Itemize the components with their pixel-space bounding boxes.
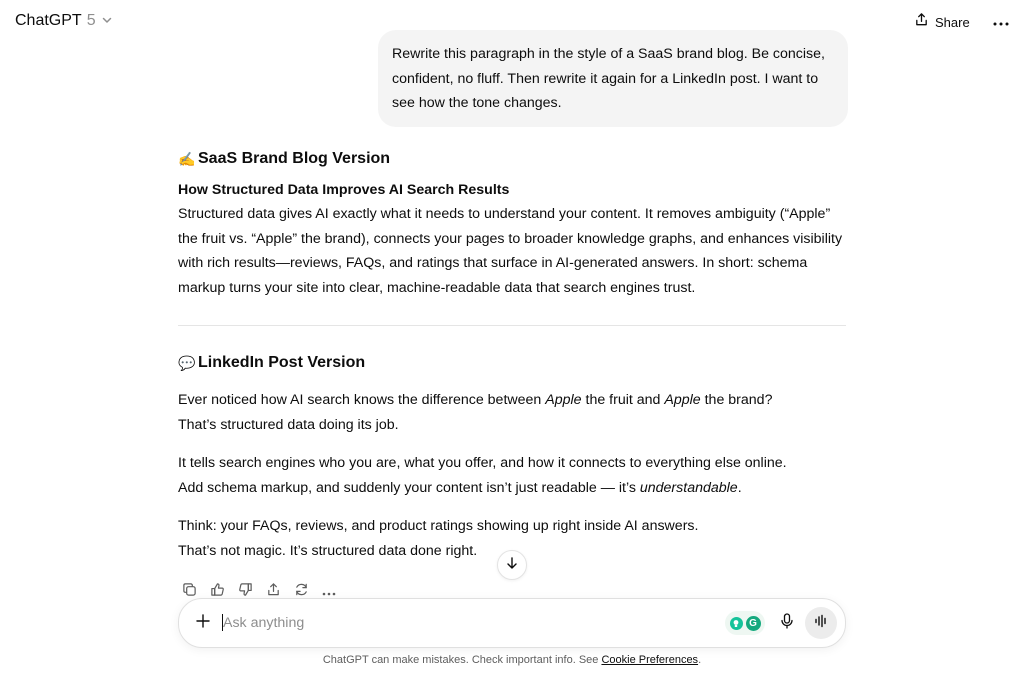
blog-section-heading [178,150,846,168]
linkedin-section-heading [178,354,846,372]
linkedin-paragraph-2 [178,451,846,500]
blog-subheading: How Structured Data Improves AI Search Results [178,182,510,198]
prompt-input[interactable] [223,611,703,635]
blog-section-title: SaaS Brand Blog Version [198,150,391,167]
linkedin-text: the brand? [700,392,773,408]
share-button[interactable] [906,8,978,36]
model-selector[interactable] [15,11,113,31]
text-caret [222,614,223,631]
linkedin-text: That’s structured data doing its job. [178,416,399,433]
assistant-message [178,150,846,563]
disclaimer-text: ChatGPT can make mistakes. Check important info. See [322,654,602,666]
add-attachment-button[interactable] [191,611,215,635]
model-version: 5 [86,12,96,29]
scroll-to-bottom-button[interactable] [497,550,527,580]
linkedin-text: the fruit and [581,392,665,408]
voice-mode-button[interactable] [805,607,837,639]
share-label: Share [935,14,970,30]
cookie-preferences-link[interactable]: Cookie Preferences [601,654,699,666]
more-options-button[interactable] [988,10,1014,34]
share-icon [914,12,929,32]
grammarly-icon: G [746,616,761,631]
plus-icon [195,613,211,634]
linkedin-emphasis: Apple [664,392,701,408]
lightbulb-icon [730,617,743,630]
voice-mode-icon [814,614,828,633]
chevron-down-icon [101,13,113,31]
linkedin-text: . [737,479,742,496]
disclaimer-end: . [698,654,702,666]
linkedin-text: Ever noticed how AI search knows the difference between [178,392,546,408]
composer [178,598,846,648]
linkedin-paragraph-1 [178,388,846,437]
arrow-down-icon [505,556,519,575]
speech-bubble-icon: 💬 [178,354,196,371]
linkedin-text: Add schema markup, and suddenly your content isn’t just readable — it’s [178,479,640,496]
writing-hand-icon: ✍️ [178,150,196,167]
user-message: Rewrite this paragraph in the style of a SaaS brand blog. Be concise, confident, no fluff. Then rewrite it again for a LinkedIn post. I want to see how the tone changes. [378,30,848,127]
more-horizontal-icon [993,13,1009,31]
section-divider [178,325,846,326]
linkedin-emphasis: Apple [545,392,582,408]
blog-body: Structured data gives AI exactly what it needs to understand your content. It removes ambiguity (“Apple” the fruit vs. “Apple” the brand), connects your pages to broader knowledge graphs, and enhances visibility with rich results—reviews, FAQs, and ratings that surface in AI-generated answers. In short: schema markup turns your site into clear, machine-readable data that search engines trust. [178,206,843,296]
linkedin-text: It tells search engines who you are, what you offer, and how it connects to everything else online. [178,455,787,471]
microphone-icon [780,613,794,634]
grammarly-extension-button[interactable] [725,611,765,635]
disclaimer [0,654,1024,666]
dictate-button[interactable] [775,611,799,635]
linkedin-text: That’s not magic. It’s structured data done right. [178,542,478,559]
linkedin-text: Think: your FAQs, reviews, and product ratings showing up right inside AI answers. [178,518,699,534]
model-name: ChatGPT [15,12,82,29]
linkedin-emphasis: understandable [639,479,738,496]
linkedin-section-title: LinkedIn Post Version [198,354,366,371]
